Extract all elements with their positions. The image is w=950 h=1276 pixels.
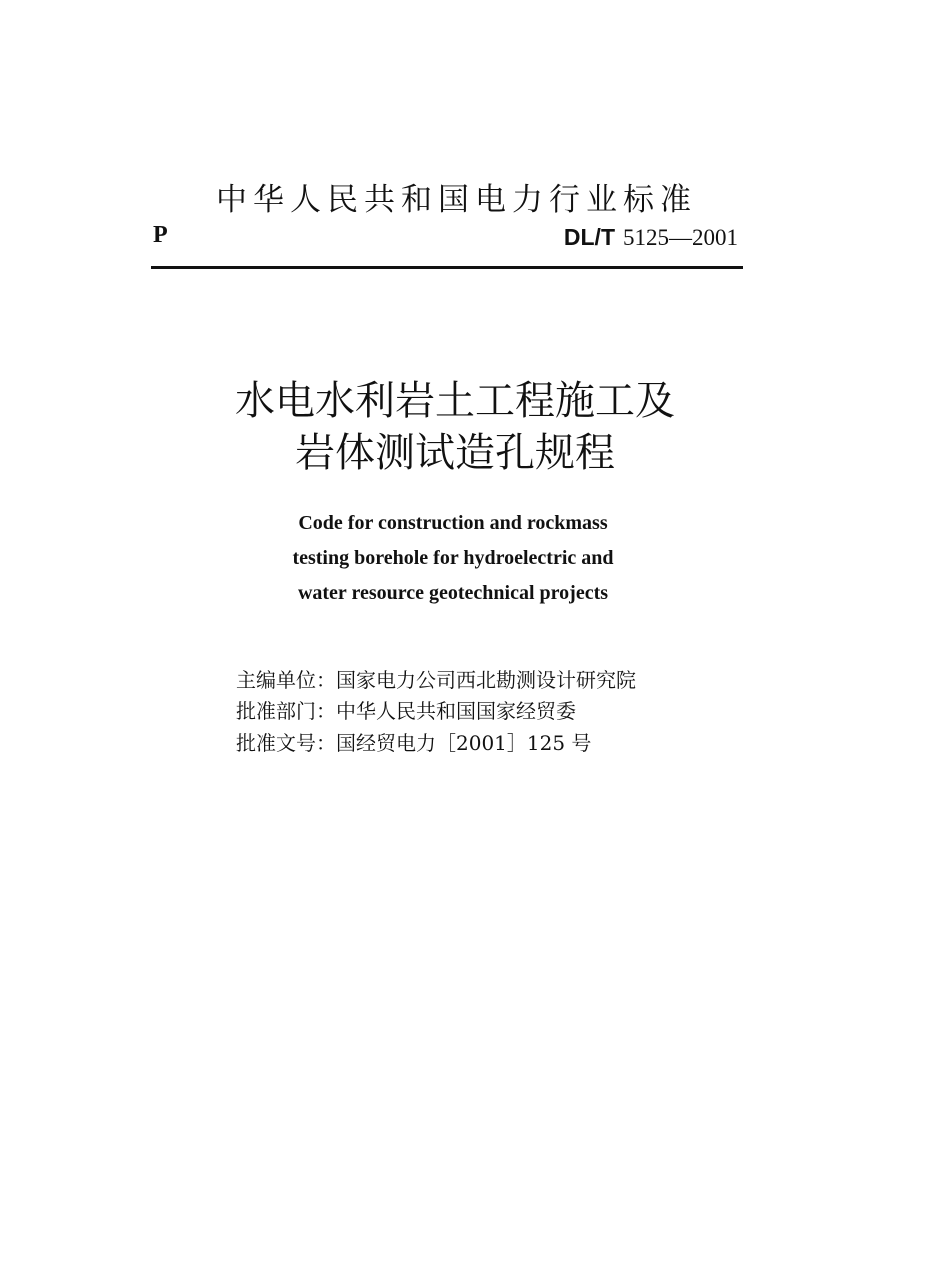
header-divider [151,266,743,269]
info-chief-editor [236,664,636,693]
info-label: 主编单位： [236,668,336,692]
classification-letter: P [153,222,168,248]
info-value: 国家电力公司西北勘测设计研究院 [336,668,636,692]
standard-year-number: 5125—2001 [623,225,738,250]
chinese-title-line-1: 水电水利岩土工程施工及 [235,378,675,424]
info-value: 中华人民共和国国家经贸委 [336,699,576,723]
info-label: 批准文号： [236,731,336,755]
info-approving-department [236,695,576,724]
info-label: 批准部门： [236,699,336,723]
info-approval-document [236,727,591,756]
chinese-title-line-2: 岩体测试造孔规程 [295,430,615,476]
info-value: 国经贸电力［2001］125 号 [336,731,592,755]
industry-standard-header: 中华人民共和国电力行业标准 [216,182,697,218]
standard-number [564,224,738,251]
english-title-line-2: testing borehole for hydroelectric and [292,547,614,569]
english-title-line-3: water resource geotechnical projects [297,582,609,604]
standard-code: DL/T [563,224,615,250]
english-title-line-1: Code for construction and rockmass [298,512,608,534]
